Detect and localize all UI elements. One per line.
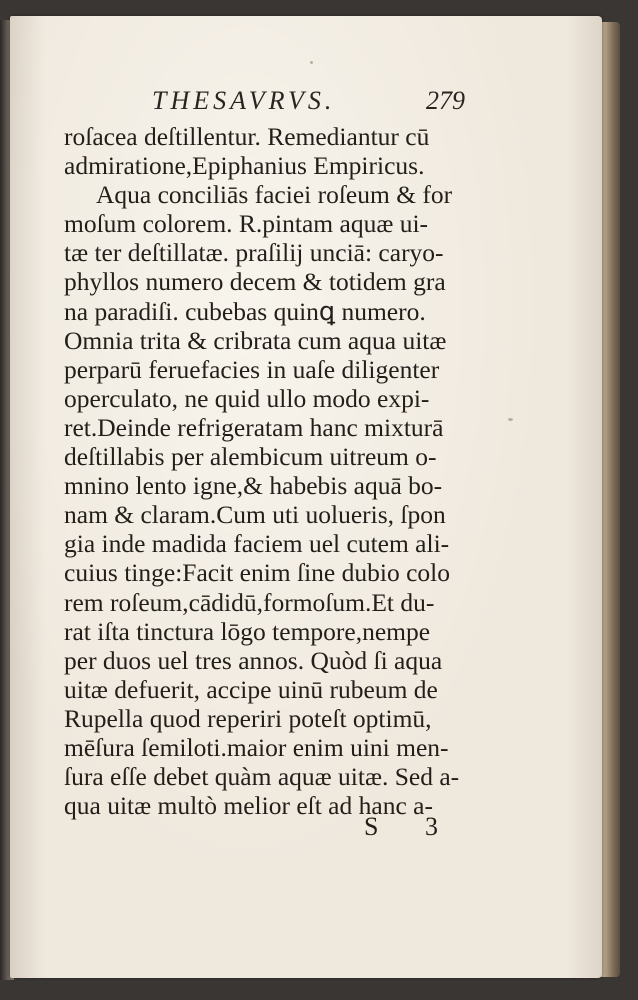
text-line: cuius tinge:Facit enim ſine dubio colo: [64, 558, 450, 588]
text-line: mnino lento igne,& habebis aquā bo-: [64, 471, 443, 501]
text-line: nam & claram.Cum uti uolueris, ſpon: [64, 500, 446, 530]
paper-speck: [508, 418, 513, 421]
signature-mark: S 3: [364, 812, 458, 841]
text-line: admiratione,Epiphanius Empiricus.: [64, 151, 425, 181]
paper-speck: [310, 61, 313, 64]
text-line: Aqua conciliās faciei roſeum & for: [96, 180, 453, 210]
running-title: THESAVRVS.: [152, 86, 336, 115]
text-line: uitæ defuerit, accipe uinū rubeum de: [64, 674, 438, 704]
text-line: gia inde madida faciem uel cutem ali-: [64, 529, 450, 559]
text-line: Rupella quod reperiri poteſt optimū,: [64, 703, 432, 733]
text-line: deſtillabis per alembicum uitreum o-: [64, 442, 437, 472]
page-number: 279: [426, 86, 465, 115]
text-line: moſum colorem. R.pintam aquæ ui-: [64, 209, 429, 239]
text-line: phyllos numero decem & totidem gra: [64, 267, 446, 297]
text-line: rat iſta tinctura lōgo tempore,nempe: [64, 616, 431, 646]
text-line: na paradiſi. cubebas quinꝗ numero.: [64, 296, 426, 326]
body-text: [64, 122, 484, 820]
text-line: qua uitæ multò melior eſt ad hanc a-: [64, 791, 433, 821]
text-line: perparū feruefacies in uaſe diligenter: [64, 354, 440, 384]
book-page: [10, 16, 602, 978]
text-line: operculato, ne quid ullo modo expi-: [64, 383, 430, 413]
text-line: roſacea deſtillentur. Remediantur cū: [64, 122, 430, 151]
text-line: per duos uel tres annos. Quòd ſi aqua: [64, 645, 443, 675]
text-line: ſura eſſe debet quàm aquæ uitæ. Sed a-: [64, 762, 460, 792]
text-line: Omnia trita & cribrata cum aqua uitæ: [64, 325, 447, 355]
text-line: rem roſeum,cādidū,formoſum.Et du-: [64, 587, 435, 617]
text-line: tæ ter deſtillatæ. praſilij unciā: caryo-: [64, 238, 444, 268]
text-line: mēſura ſemiloti.maior enim uini men-: [64, 732, 449, 762]
text-line: ret.Deinde refrigeratam hanc mixturā: [64, 412, 444, 442]
running-head: [10, 86, 602, 120]
